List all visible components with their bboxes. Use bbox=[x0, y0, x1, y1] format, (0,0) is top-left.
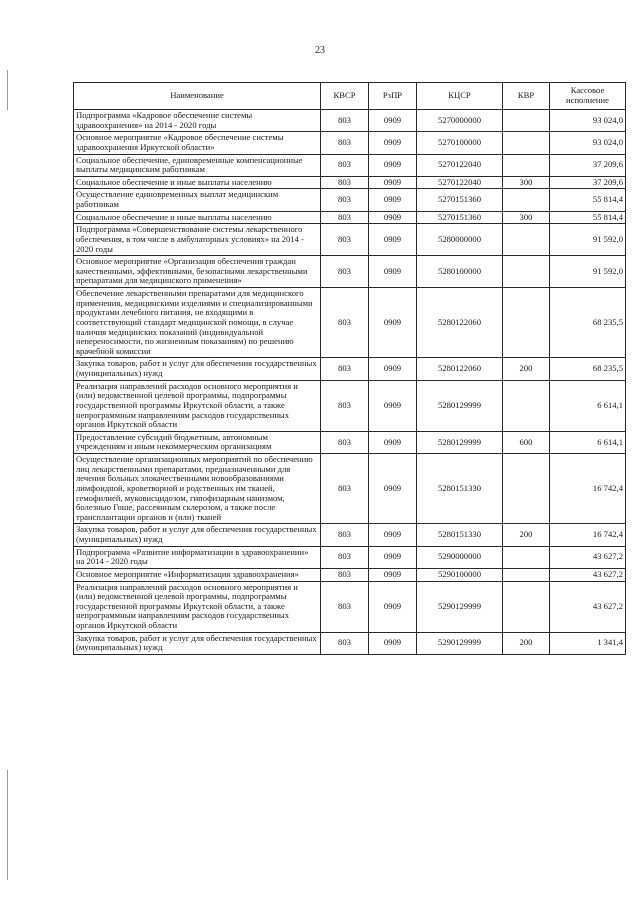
cell-name: Осуществление организационных мероприятий по обеспечению лиц лекарственными препаратами, предназначенными для лечения больных злокачественными новообразованиями лимфоидной, кроветворной и родственных им тканей, гемофилией, муковисцидозом, гипофизарным нанизмом, болезнью Гоше, рассеянным склерозом, а также после трансплантации органов и (или) тканей bbox=[74, 454, 321, 524]
cell-name: Обеспечение лекарственными препаратами для медицинского применения, медицинскими изделиями и специализированными продуктами лечебного питания, не входящими в соответствующий стандарт медицинской помощи, в случае наличия медицинских показаний (индивидуальной непереносимости, по жизненным показаниям) по решению врачебной комиссии bbox=[74, 288, 321, 358]
cell-kvr bbox=[503, 288, 550, 358]
cell-rzpr: 0909 bbox=[369, 524, 417, 546]
cell-amount: 55 814,4 bbox=[550, 211, 626, 224]
cell-kvsr: 803 bbox=[321, 110, 369, 132]
cell-rzpr: 0909 bbox=[369, 358, 417, 380]
cell-amount: 1 341,4 bbox=[550, 632, 626, 654]
cell-kcsr: 5290129999 bbox=[417, 632, 503, 654]
cell-amount: 37 209,6 bbox=[550, 154, 626, 176]
cell-name: Закупка товаров, работ и услуг для обеспечения государственных (муниципальных) нужд bbox=[74, 358, 321, 380]
cell-name: Реализация направлений расходов основного мероприятия и (или) ведомственной целевой программы, подпрограммы государственной программы Иркутской области, а также непрограммным направлениям расходов государственных органов Иркутской области bbox=[74, 581, 321, 632]
cell-amount: 43 627,2 bbox=[550, 568, 626, 581]
cell-amount: 93 024,0 bbox=[550, 110, 626, 132]
cell-kvsr: 803 bbox=[321, 546, 369, 568]
cell-name: Реализация направлений расходов основного мероприятия и (или) ведомственной целевой программы, подпрограммы государственной программы Иркутской области, а также непрограммным направлениям расходов государственных органов Иркутской области bbox=[74, 380, 321, 431]
cell-kcsr: 5280151330 bbox=[417, 524, 503, 546]
cell-name: Социальное обеспечение и иные выплаты населению bbox=[74, 211, 321, 224]
page-number: 23 bbox=[315, 45, 325, 56]
cell-amount: 6 614,1 bbox=[550, 380, 626, 431]
cell-kvsr: 803 bbox=[321, 132, 369, 154]
cell-kvsr: 803 bbox=[321, 581, 369, 632]
cell-kcsr: 5270151360 bbox=[417, 189, 503, 211]
cell-kvsr: 803 bbox=[321, 256, 369, 288]
cell-kcsr: 5290000000 bbox=[417, 546, 503, 568]
cell-name: Предоставление субсидий бюджетным, автономным учреждениям и иным некоммерческим организациям bbox=[74, 431, 321, 453]
cell-kvr bbox=[503, 581, 550, 632]
cell-kvsr: 803 bbox=[321, 176, 369, 189]
cell-kvsr: 803 bbox=[321, 380, 369, 431]
cell-kcsr: 5280122060 bbox=[417, 288, 503, 358]
table-row bbox=[74, 454, 626, 524]
header-kvsr: КВСР bbox=[321, 83, 369, 110]
cell-name: Осуществление единовременных выплат медицинским работникам bbox=[74, 189, 321, 211]
margin-mark-bottom bbox=[7, 770, 8, 880]
cell-kvr: 600 bbox=[503, 431, 550, 453]
cell-amount: 16 742,4 bbox=[550, 524, 626, 546]
cell-rzpr: 0909 bbox=[369, 256, 417, 288]
cell-amount: 68 235,5 bbox=[550, 288, 626, 358]
cell-kcsr: 5280129999 bbox=[417, 380, 503, 431]
cell-kvr: 200 bbox=[503, 358, 550, 380]
cell-name: Основное мероприятие «Организация обеспечения граждан качественными, эффективными, безопасными лекарственными препаратами для медицинского применения» bbox=[74, 256, 321, 288]
table-row bbox=[74, 568, 626, 581]
header-rzpr: РзПР bbox=[369, 83, 417, 110]
cell-name: Подпрограмма «Развитие информатизации в здравоохранении» на 2014 - 2020 годы bbox=[74, 546, 321, 568]
table-row bbox=[74, 431, 626, 453]
cell-name: Закупка товаров, работ и услуг для обеспечения государственных (муниципальных) нужд bbox=[74, 632, 321, 654]
cell-kvr: 200 bbox=[503, 632, 550, 654]
margin-mark-top bbox=[7, 70, 8, 110]
cell-rzpr: 0909 bbox=[369, 431, 417, 453]
cell-rzpr: 0909 bbox=[369, 211, 417, 224]
table-row bbox=[74, 256, 626, 288]
cell-kvr bbox=[503, 568, 550, 581]
table-row bbox=[74, 176, 626, 189]
budget-execution-table bbox=[73, 82, 626, 655]
cell-rzpr: 0909 bbox=[369, 581, 417, 632]
table-row bbox=[74, 110, 626, 132]
cell-kcsr: 5270151360 bbox=[417, 211, 503, 224]
cell-kvsr: 803 bbox=[321, 454, 369, 524]
cell-rzpr: 0909 bbox=[369, 110, 417, 132]
cell-rzpr: 0909 bbox=[369, 189, 417, 211]
cell-name: Подпрограмма «Совершенствование системы лекарственного обеспечения, в том числе в амбулаторных условиях» на 2014 - 2020 годы bbox=[74, 224, 321, 256]
cell-name: Основное мероприятие «Информатизация здравоохранения» bbox=[74, 568, 321, 581]
table-row bbox=[74, 224, 626, 256]
cell-rzpr: 0909 bbox=[369, 224, 417, 256]
cell-kcsr: 5290100000 bbox=[417, 568, 503, 581]
cell-rzpr: 0909 bbox=[369, 546, 417, 568]
header-kvr: КВР bbox=[503, 83, 550, 110]
cell-kvsr: 803 bbox=[321, 632, 369, 654]
cell-amount: 55 814,4 bbox=[550, 189, 626, 211]
table-row bbox=[74, 358, 626, 380]
cell-amount: 68 235,5 bbox=[550, 358, 626, 380]
cell-name: Подпрограмма «Кадровое обеспечение системы здравоохранения» на 2014 - 2020 годы bbox=[74, 110, 321, 132]
table-row bbox=[74, 288, 626, 358]
cell-rzpr: 0909 bbox=[369, 632, 417, 654]
cell-kcsr: 5270122040 bbox=[417, 176, 503, 189]
cell-rzpr: 0909 bbox=[369, 454, 417, 524]
table-header-row bbox=[74, 83, 626, 110]
table-row bbox=[74, 132, 626, 154]
cell-kvr bbox=[503, 256, 550, 288]
cell-kvsr: 803 bbox=[321, 431, 369, 453]
cell-kvsr: 803 bbox=[321, 189, 369, 211]
table-row bbox=[74, 524, 626, 546]
cell-rzpr: 0909 bbox=[369, 288, 417, 358]
table-row bbox=[74, 189, 626, 211]
header-name: Наименование bbox=[74, 83, 321, 110]
cell-kvr: 300 bbox=[503, 176, 550, 189]
cell-rzpr: 0909 bbox=[369, 154, 417, 176]
cell-rzpr: 0909 bbox=[369, 132, 417, 154]
cell-rzpr: 0909 bbox=[369, 568, 417, 581]
cell-name: Закупка товаров, работ и услуг для обеспечения государственных (муниципальных) нужд bbox=[74, 524, 321, 546]
cell-kvr: 200 bbox=[503, 524, 550, 546]
table-row bbox=[74, 154, 626, 176]
cell-amount: 37 209,6 bbox=[550, 176, 626, 189]
cell-kcsr: 5280122060 bbox=[417, 358, 503, 380]
cell-kvsr: 803 bbox=[321, 358, 369, 380]
table-row bbox=[74, 581, 626, 632]
cell-kvsr: 803 bbox=[321, 288, 369, 358]
cell-kvsr: 803 bbox=[321, 224, 369, 256]
cell-kvsr: 803 bbox=[321, 524, 369, 546]
cell-kvr bbox=[503, 154, 550, 176]
cell-name: Социальное обеспечение и иные выплаты населению bbox=[74, 176, 321, 189]
cell-kcsr: 5270122040 bbox=[417, 154, 503, 176]
cell-kvsr: 803 bbox=[321, 568, 369, 581]
table-row bbox=[74, 546, 626, 568]
cell-kcsr: 5280000000 bbox=[417, 224, 503, 256]
cell-kcsr: 5280100000 bbox=[417, 256, 503, 288]
cell-kvr bbox=[503, 380, 550, 431]
header-amount: Кассовое исполнение bbox=[550, 83, 626, 110]
cell-amount: 91 592,0 bbox=[550, 256, 626, 288]
cell-kvr bbox=[503, 110, 550, 132]
cell-amount: 6 614,1 bbox=[550, 431, 626, 453]
cell-kcsr: 5280129999 bbox=[417, 431, 503, 453]
cell-amount: 16 742,4 bbox=[550, 454, 626, 524]
table-row bbox=[74, 211, 626, 224]
table-row bbox=[74, 632, 626, 654]
cell-amount: 93 024,0 bbox=[550, 132, 626, 154]
cell-kvr bbox=[503, 546, 550, 568]
header-kcsr: КЦСР bbox=[417, 83, 503, 110]
cell-kvr bbox=[503, 189, 550, 211]
table-row bbox=[74, 380, 626, 431]
cell-name: Основное мероприятие «Кадровое обеспечение системы здравоохранения Иркутской области» bbox=[74, 132, 321, 154]
cell-amount: 43 627,2 bbox=[550, 546, 626, 568]
cell-rzpr: 0909 bbox=[369, 380, 417, 431]
cell-kcsr: 5280151330 bbox=[417, 454, 503, 524]
cell-kvsr: 803 bbox=[321, 154, 369, 176]
cell-amount: 43 627,2 bbox=[550, 581, 626, 632]
table-body bbox=[74, 110, 626, 655]
cell-kvr bbox=[503, 132, 550, 154]
cell-kvr: 300 bbox=[503, 211, 550, 224]
cell-kcsr: 5270100000 bbox=[417, 132, 503, 154]
cell-kcsr: 5270000000 bbox=[417, 110, 503, 132]
cell-kvsr: 803 bbox=[321, 211, 369, 224]
cell-kvr bbox=[503, 454, 550, 524]
cell-kcsr: 5290129999 bbox=[417, 581, 503, 632]
cell-name: Социальное обеспечение, единовременные компенсационные выплаты медицинским работникам bbox=[74, 154, 321, 176]
cell-rzpr: 0909 bbox=[369, 176, 417, 189]
cell-amount: 91 592,0 bbox=[550, 224, 626, 256]
cell-kvr bbox=[503, 224, 550, 256]
